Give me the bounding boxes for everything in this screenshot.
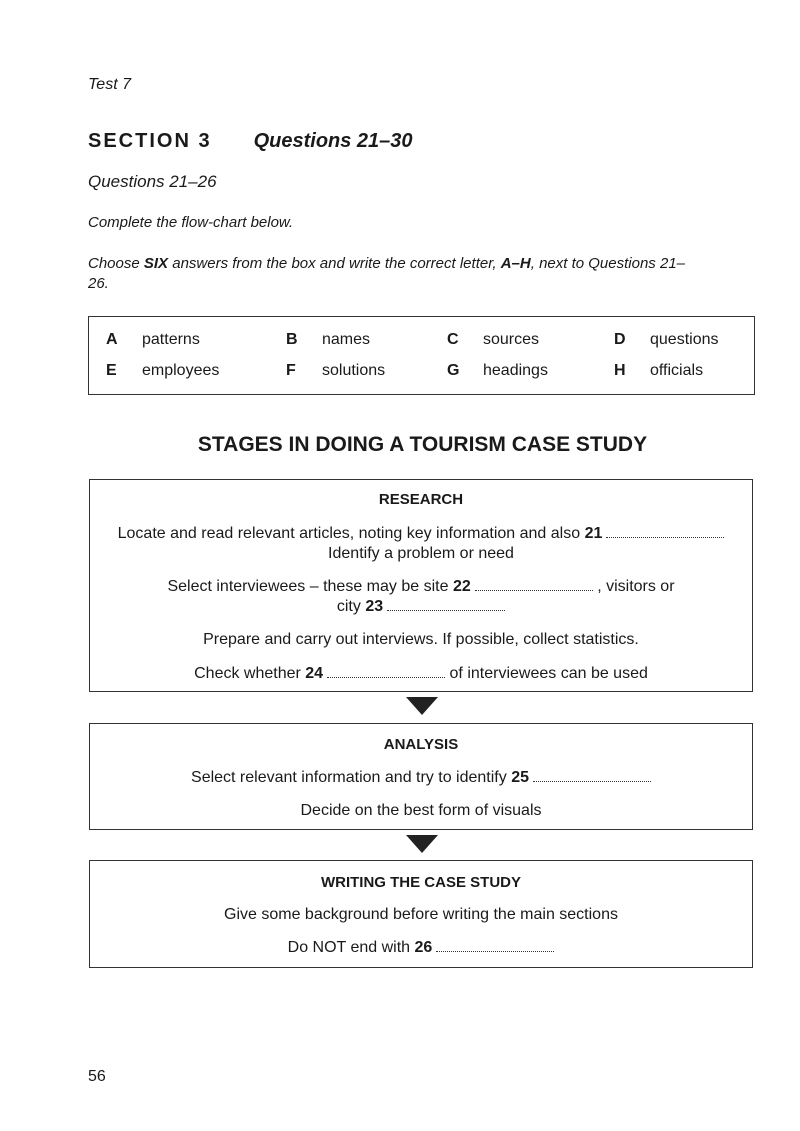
section-heading: [88, 130, 413, 153]
flow-arrow-down-icon: [406, 835, 438, 853]
options-box: [88, 316, 755, 395]
instruction-line-2: [88, 254, 688, 294]
test-label: Test 7: [88, 76, 131, 93]
writing-line-2: [90, 939, 752, 957]
question-21-number: 21: [584, 525, 603, 542]
option-h: [614, 362, 703, 380]
analysis-line-2: Decide on the best form of visuals: [300, 802, 542, 819]
option-text: officials: [650, 362, 704, 379]
option-e: [106, 362, 219, 380]
option-letter: F: [286, 362, 296, 379]
stage-title: ANALYSIS: [383, 736, 459, 753]
stage-analysis: [89, 723, 753, 830]
line-text: , visitors or: [597, 578, 675, 595]
stage-title: RESEARCH: [378, 491, 464, 508]
option-b: [286, 331, 370, 349]
stage-title: WRITING THE CASE STUDY: [320, 874, 521, 891]
instruction-bold-letters: A–H: [500, 255, 531, 272]
answer-blank-23[interactable]: [387, 598, 505, 611]
section-questions-range: Questions 21–30: [253, 130, 413, 152]
instruction-text: Choose: [88, 255, 144, 272]
line-text: city: [336, 598, 361, 615]
question-24-number: 24: [305, 665, 324, 682]
option-letter: A: [106, 331, 118, 348]
instruction-bold-six: SIX: [143, 255, 169, 272]
instruction-text: answers from the box and write the correct letter,: [168, 255, 501, 272]
option-letter: E: [106, 362, 117, 379]
option-letter: H: [614, 362, 626, 379]
instruction-text: , next to Questions 21–26.: [88, 255, 685, 292]
question-22-number: 22: [452, 578, 471, 595]
flow-arrow-down-icon: [406, 697, 438, 715]
stage-writing: [89, 860, 753, 968]
option-text: names: [322, 331, 371, 348]
research-line-3: [90, 578, 752, 596]
option-text: solutions: [322, 362, 386, 379]
sub-questions-range: Questions 21–26: [88, 172, 217, 191]
option-c: [447, 331, 539, 349]
option-d: [614, 331, 719, 349]
line-text: Select relevant information and try to identify: [191, 769, 507, 786]
option-text: patterns: [142, 331, 200, 348]
option-a: [106, 331, 200, 349]
option-letter: B: [286, 331, 298, 348]
research-line-6: [90, 665, 752, 683]
option-text: questions: [650, 331, 719, 348]
flowchart-title: STAGES IN DOING A TOURISM CASE STUDY: [197, 433, 648, 456]
section-number: SECTION 3: [88, 130, 212, 152]
option-g: [447, 362, 548, 380]
instruction-line-1: Complete the flow-chart below.: [88, 214, 294, 231]
page-number: 56: [88, 1068, 106, 1085]
option-letter: D: [614, 331, 626, 348]
option-letter: C: [447, 331, 459, 348]
stage-research: [89, 479, 753, 692]
answer-blank-24[interactable]: [327, 665, 445, 678]
answer-blank-22[interactable]: [475, 578, 593, 591]
line-text: of interviewees can be used: [449, 665, 648, 682]
option-letter: G: [447, 362, 460, 379]
option-text: sources: [483, 331, 540, 348]
answer-blank-21[interactable]: [606, 525, 724, 538]
research-line-5: Prepare and carry out interviews. If possible, collect statistics.: [203, 631, 639, 648]
option-f: [286, 362, 385, 380]
line-text: Do NOT end with: [287, 939, 411, 956]
research-line-1: [90, 525, 752, 543]
answer-blank-25[interactable]: [533, 769, 651, 782]
research-line-2: Identify a problem or need: [328, 545, 514, 562]
question-25-number: 25: [511, 769, 529, 786]
line-text: Select interviewees – these may be site: [167, 578, 449, 595]
option-text: employees: [142, 362, 220, 379]
analysis-line-1: [90, 769, 752, 787]
answer-blank-26[interactable]: [436, 939, 554, 952]
option-text: headings: [483, 362, 548, 379]
question-26-number: 26: [414, 939, 433, 956]
writing-line-1: Give some background before writing the main sections: [224, 906, 618, 923]
question-23-number: 23: [365, 598, 384, 615]
research-line-4: [90, 598, 752, 616]
line-text: Check whether: [194, 665, 301, 682]
line-text: Locate and read relevant articles, noting key information and also: [117, 525, 581, 542]
